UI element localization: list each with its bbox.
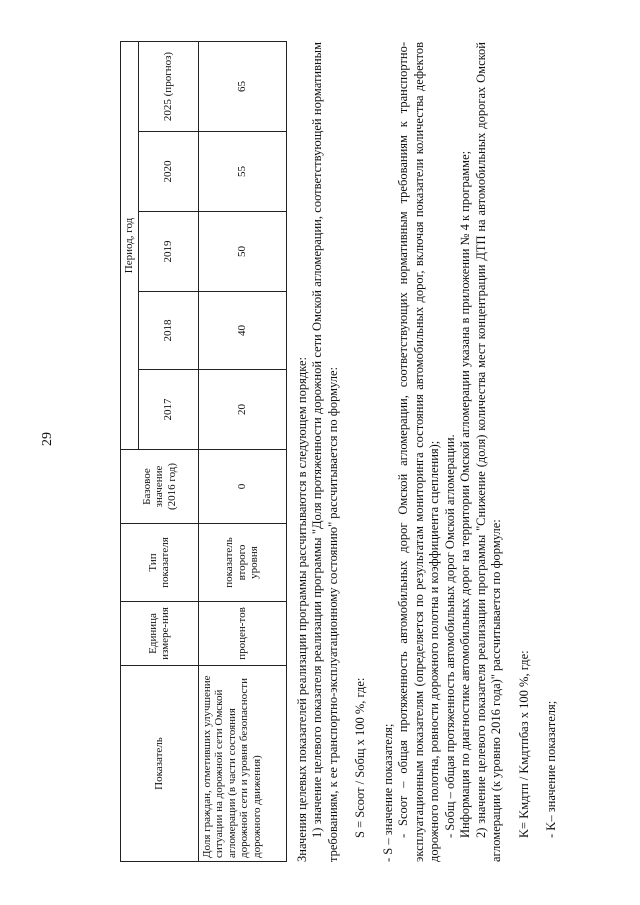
cell-value: 50 <box>198 212 286 292</box>
paragraph: - Sсоот – общая протяженность автомобильных дорог Омской агломерации, соответствующих нормативным требованиям к транспортно-эксплуатационным показателям (определяется по результатам мониторинга состояния автомобильных дорог, включая показатели количества дефектов дорожного полотна, ровности дорожного полотна и коэффициента сцепления); <box>396 42 441 862</box>
paragraph: - Sобщ – общая протяженность автомобильных дорог Омской агломерации. <box>442 434 457 838</box>
cell-type: показатель второго уровня <box>198 524 286 602</box>
paragraph: Значения целевых показателей реализации программы рассчитываются в следующем порядке: <box>294 356 309 862</box>
rotated-page-content <box>120 42 620 862</box>
page-number: 29 <box>40 432 55 446</box>
cell-value: 40 <box>198 292 286 370</box>
body-text <box>295 42 560 862</box>
header-year: 2020 <box>138 132 198 212</box>
header-period: Период, год <box>121 41 139 449</box>
formula: K= Kмдтп / Kмдтпбаз х 100 %, где: <box>516 650 531 838</box>
header-type: Тип показателя <box>121 524 199 602</box>
header-year: 2017 <box>138 370 198 450</box>
header-unit: Единица измере-ния <box>121 602 199 666</box>
indicators-table <box>120 41 287 862</box>
header-year: 2025 (прогноз) <box>138 41 198 131</box>
paragraph: 2) значение целевого показателя реализации программы "Снижение (доля) количества мест концентрации ДТП на автомобильных дорогах Омской агломерации (к уровню 2016 года)" рассчитывается по формуле: <box>473 42 503 862</box>
header-year: 2018 <box>138 292 198 370</box>
cell-unit: процен-тов <box>198 602 286 666</box>
header-year: 2019 <box>138 212 198 292</box>
header-base: Базовое значение (2016 год) <box>121 450 199 524</box>
cell-value: 55 <box>198 132 286 212</box>
cell-value: 20 <box>198 370 286 450</box>
paragraph: 1) значение целевого показателя реализации программы "Доля протяженности дорожной сети Омской агломерации, соответствующей нормативным требованиям, к ее транспортно-эксплуатационному состоянию" рассчитывается по формуле: <box>310 42 340 862</box>
header-indicator: Показатель <box>121 666 199 862</box>
cell-indicator: Доля граждан, отметивших улучшение ситуации на дорожной сети Омской агломерации (в части состояния дорожной сети и уровня безопасности дорожного движения) <box>198 666 286 862</box>
paragraph: - S – значение показателя; <box>380 723 395 862</box>
cell-base: 0 <box>198 450 286 524</box>
paragraph: - K– значение показателя; <box>544 700 558 838</box>
paragraph: Информация по диагностике автомобильных дорог на территории Омской агломерации указана в приложении № 4 к программе; <box>458 150 472 838</box>
cell-value: 65 <box>198 41 286 131</box>
formula: S = Sсоот / Sобщ х 100 %, где: <box>353 677 367 838</box>
